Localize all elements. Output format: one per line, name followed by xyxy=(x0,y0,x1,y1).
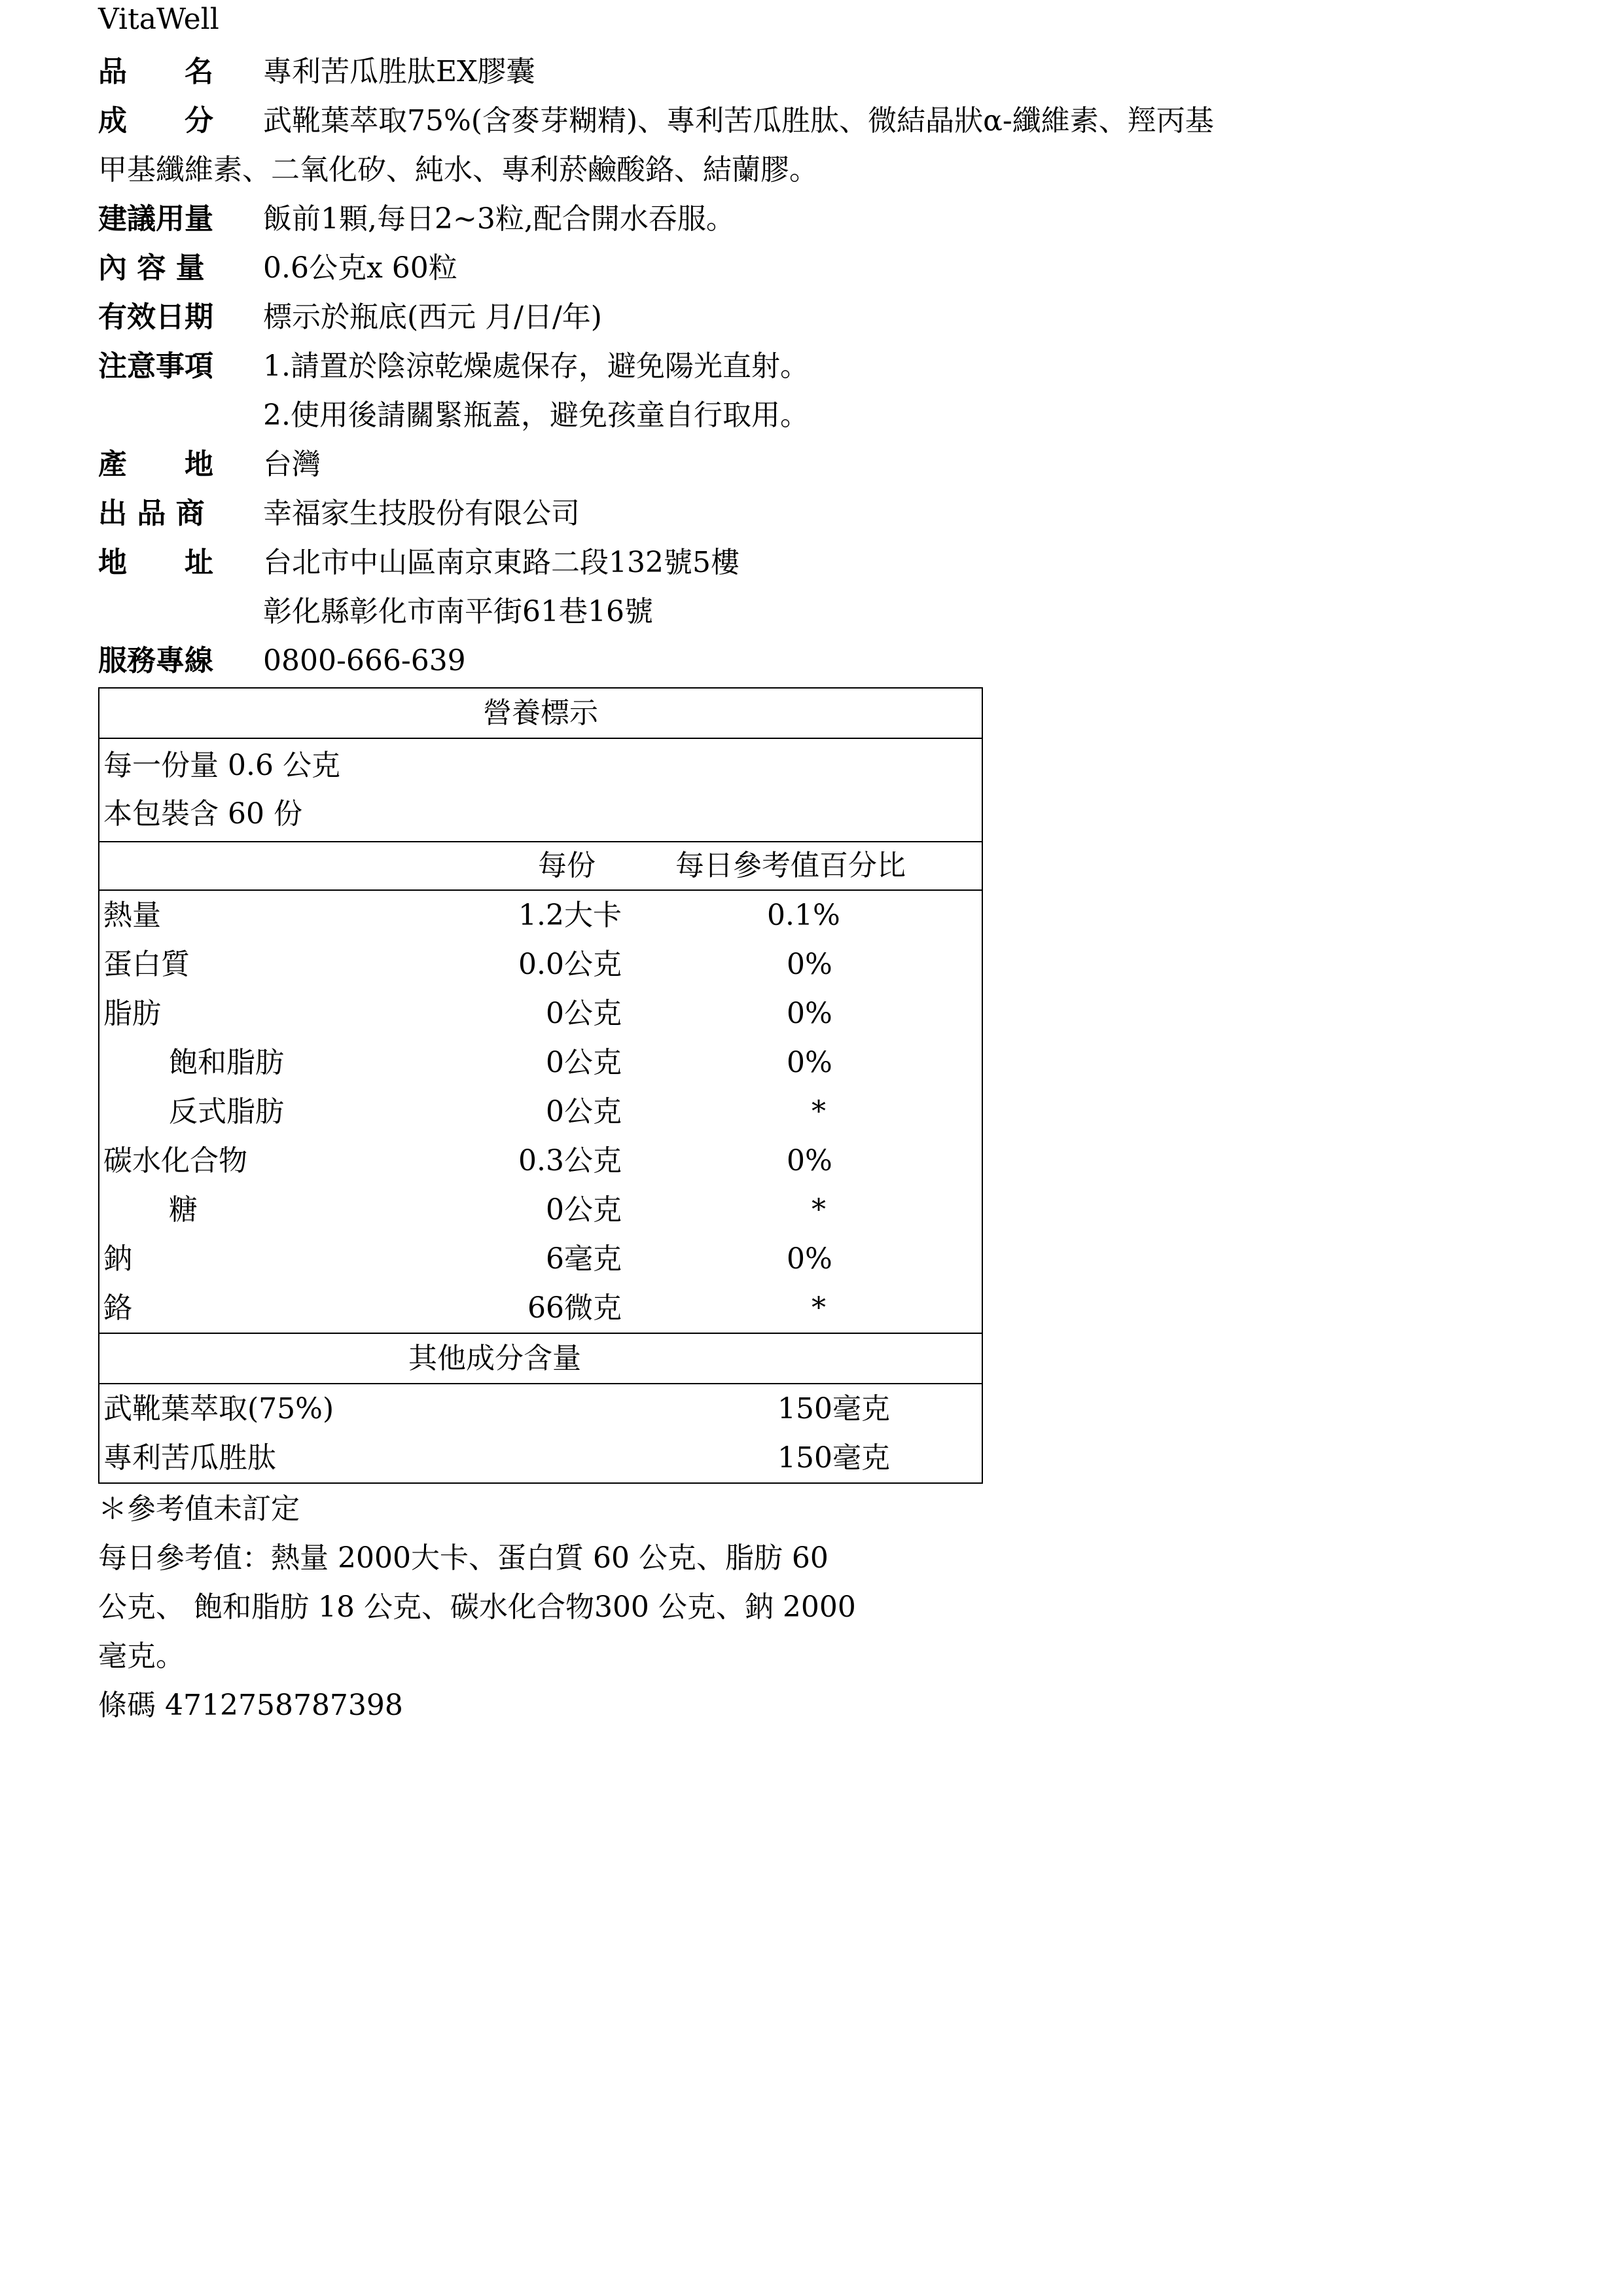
nutrient-amount: 0公克 xyxy=(546,1095,622,1128)
field-producer xyxy=(98,494,580,533)
other-ingredient-row xyxy=(99,1384,982,1433)
field-address-continued: 彰化縣彰化市南平街61巷16號 xyxy=(263,595,653,628)
nutrient-amount: 0公克 xyxy=(546,1046,622,1079)
nutrient-dv: 0% xyxy=(787,948,832,981)
undetermined-note: ＊參考值未訂定 xyxy=(98,1492,300,1526)
nutrient-dv: 0% xyxy=(787,997,832,1030)
field-value: 台灣 xyxy=(263,448,321,481)
other-ingredients-title: 其他成分含量 xyxy=(99,1333,982,1384)
nutrient-dv: 0% xyxy=(787,1242,832,1276)
nutrition-column-headers xyxy=(99,842,982,891)
barcode-number: 條碼 4712758787398 xyxy=(98,1689,403,1722)
nutrient-amount: 6毫克 xyxy=(546,1242,622,1276)
field-value: 幸福家生技股份有限公司 xyxy=(263,497,580,530)
field-value: 武靴葉萃取75%(含麥芽糊精)、專利苦瓜胜肽、微結晶狀α-纖維素、羥丙基 xyxy=(263,104,1214,137)
nutrient-name: 碳水化合物 xyxy=(103,1144,247,1177)
nutrient-dv: * xyxy=(812,1095,826,1128)
field-label: 產 地 xyxy=(98,448,213,481)
nutrient-amount: 66微克 xyxy=(527,1291,622,1325)
field-value: 0800-666-639 xyxy=(263,644,466,677)
nutrition-row xyxy=(99,1185,982,1234)
other-ingredient-name: 專利苦瓜胜肽 xyxy=(103,1441,276,1475)
nutrient-name: 熱量 xyxy=(103,899,161,932)
field-value: 1.請置於陰涼乾燥處保存，避免陽光直射。 xyxy=(263,350,809,383)
nutrient-amount: 0.3公克 xyxy=(518,1144,622,1177)
field-label: 建議用量 xyxy=(98,202,213,236)
field-origin xyxy=(98,445,321,484)
nutrient-amount: 0.0公克 xyxy=(518,948,622,981)
daily-reference-line: 毫克。 xyxy=(98,1640,185,1673)
field-address xyxy=(98,543,740,583)
nutrient-dv: * xyxy=(812,1193,826,1227)
field-value: 0.6公克x 60粒 xyxy=(263,251,457,285)
other-ingredient-row xyxy=(99,1433,982,1482)
field-label: 地 址 xyxy=(98,546,213,579)
field-usage xyxy=(98,200,735,239)
nutrient-dv: 0.1% xyxy=(767,899,840,932)
other-ingredient-amount: 150毫克 xyxy=(777,1392,890,1426)
nutrient-dv: 0% xyxy=(787,1046,832,1079)
field-expiry xyxy=(98,298,602,337)
field-label: 出 品 商 xyxy=(98,497,205,530)
column-per-serving: 每份 xyxy=(538,849,596,882)
daily-reference-line: 公克、 飽和脂肪 18 公克、碳水化合物300 公克、鈉 2000 xyxy=(98,1590,856,1624)
nutrient-name: 脂肪 xyxy=(103,997,161,1030)
field-caution-continued: 2.使用後請關緊瓶蓋，避免孩童自行取用。 xyxy=(263,399,809,432)
field-label: 品 名 xyxy=(98,55,213,88)
nutrient-name: 糖 xyxy=(169,1193,198,1227)
field-label: 內 容 量 xyxy=(98,251,205,285)
other-ingredient-amount: 150毫克 xyxy=(777,1441,890,1475)
nutrient-dv: * xyxy=(812,1291,826,1325)
nutrient-name: 鈉 xyxy=(103,1242,132,1276)
nutrient-amount: 0公克 xyxy=(546,1193,622,1227)
nutrition-row xyxy=(99,1038,982,1087)
field-caution xyxy=(98,347,809,386)
field-value: 飯前1顆,每日2~3粒,配合開水吞服。 xyxy=(263,202,735,236)
field-ingredients xyxy=(98,101,1214,141)
field-ingredients-continued: 甲基纖維素、二氧化矽、純水、專利菸鹼酸鉻、結蘭膠。 xyxy=(98,153,818,187)
nutrition-title: 營養標示 xyxy=(99,689,982,739)
daily-reference-line: 每日參考值：熱量 2000大卡、蛋白質 60 公克、脂肪 60 xyxy=(98,1541,829,1575)
nutrient-name: 飽和脂肪 xyxy=(169,1046,284,1079)
column-daily-value: 每日參考值百分比 xyxy=(675,849,906,882)
nutrition-row xyxy=(99,1283,982,1333)
field-value: 標示於瓶底(西元 月/日/年) xyxy=(263,300,602,334)
nutrition-table xyxy=(98,687,983,1484)
nutrition-row xyxy=(99,891,982,940)
brand-name: VitaWell xyxy=(98,3,219,36)
other-ingredient-name: 武靴葉萃取(75%) xyxy=(103,1392,334,1426)
nutrition-row xyxy=(99,989,982,1038)
nutrient-amount: 0公克 xyxy=(546,997,622,1030)
nutrition-row xyxy=(99,1087,982,1136)
footnotes xyxy=(98,1484,1014,1730)
serving-info xyxy=(99,739,982,842)
nutrient-name: 鉻 xyxy=(103,1291,132,1325)
field-content xyxy=(98,249,457,288)
field-value: 台北市中山區南京東路二段132號5樓 xyxy=(263,546,740,579)
field-hotline xyxy=(98,641,466,681)
field-product-name xyxy=(98,52,535,92)
field-label: 注意事項 xyxy=(98,350,213,383)
nutrient-amount: 1.2大卡 xyxy=(518,899,622,932)
field-label: 服務專線 xyxy=(98,644,213,677)
field-label: 成 分 xyxy=(98,104,213,137)
nutrition-row xyxy=(99,940,982,989)
nutrient-name: 蛋白質 xyxy=(103,948,190,981)
nutrient-name: 反式脂肪 xyxy=(169,1095,284,1128)
serving-size: 每一份量 0.6 公克 xyxy=(103,749,340,782)
nutrition-row xyxy=(99,1136,982,1185)
nutrition-row xyxy=(99,1234,982,1283)
nutrient-dv: 0% xyxy=(787,1144,832,1177)
servings-per-package: 本包裝含 60 份 xyxy=(103,797,302,831)
field-label: 有效日期 xyxy=(98,300,213,334)
field-value: 專利苦瓜胜肽EX膠囊 xyxy=(263,55,535,88)
